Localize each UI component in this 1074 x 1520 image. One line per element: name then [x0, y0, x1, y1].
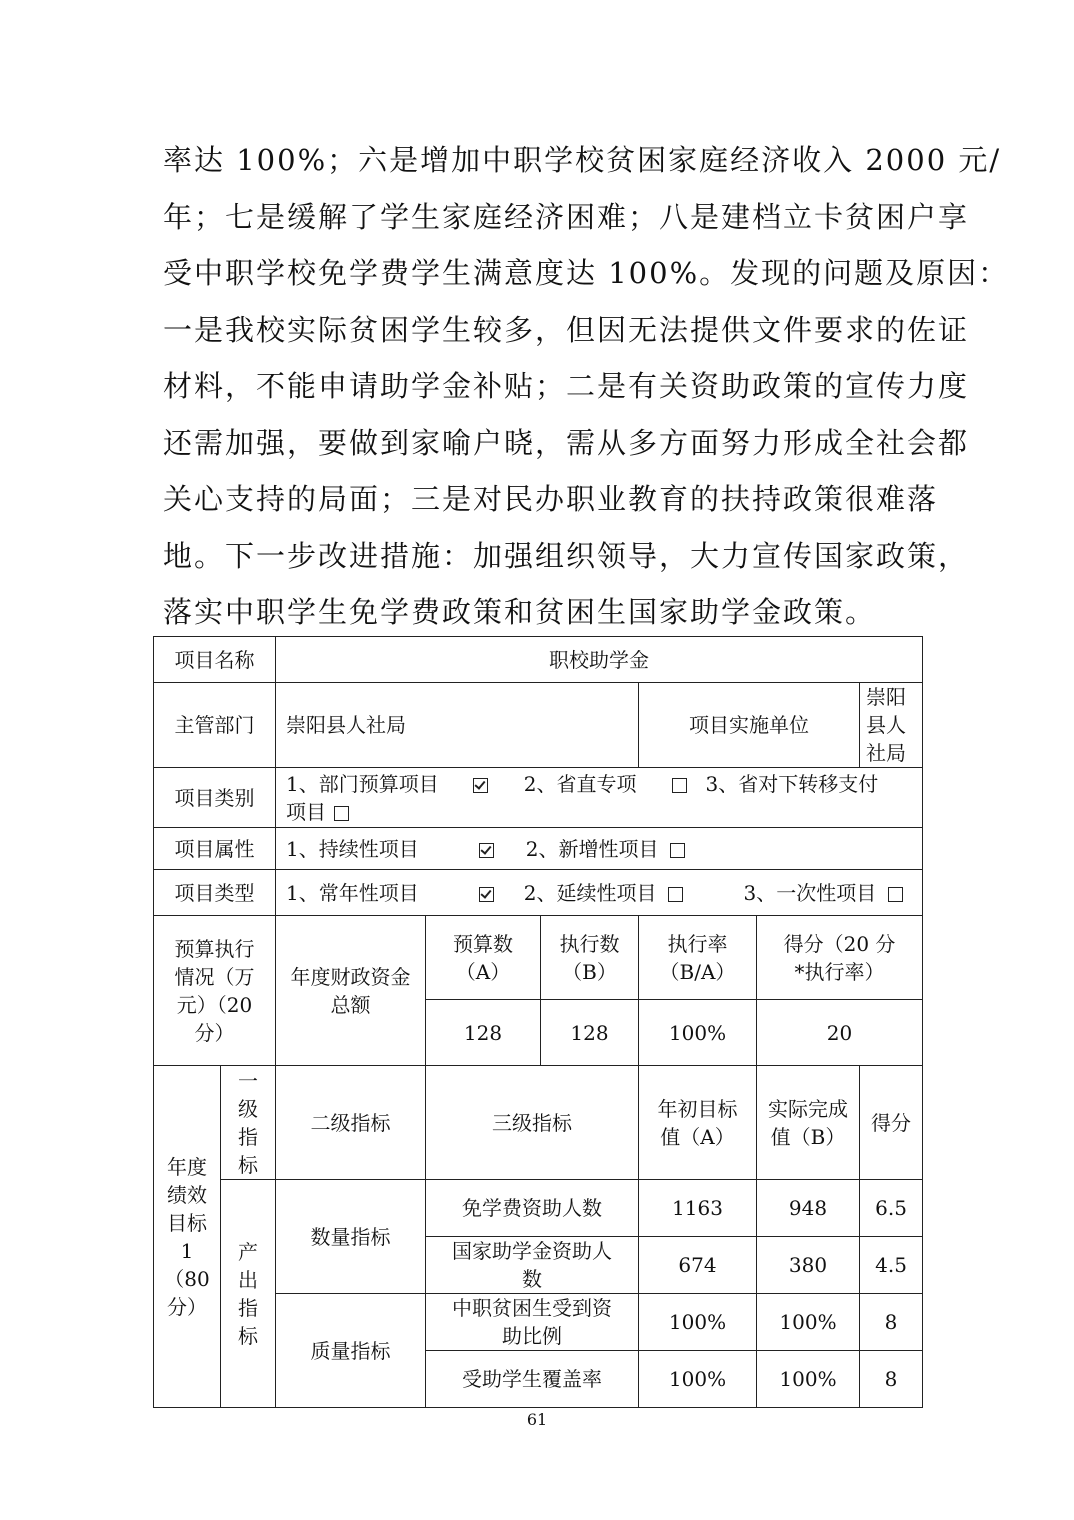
table-row: [154, 1180, 923, 1237]
table-row: [154, 1066, 923, 1180]
budget-a: 128: [426, 1000, 541, 1066]
table-row: [154, 637, 923, 683]
budget-col-score: 得分（20 分*执行率）: [757, 916, 923, 1000]
attr-opt1: 1、持续性项目: [286, 836, 419, 861]
row-actual: 100%: [757, 1351, 860, 1408]
quality-label: 质量指标: [276, 1294, 426, 1408]
row-name: 中职贫困生受到资助比例: [426, 1294, 639, 1351]
body-paragraph: [163, 132, 1010, 641]
row-score: 6.5: [860, 1180, 923, 1237]
checkbox-checked-icon: [479, 843, 494, 858]
checkbox-empty-icon: [668, 887, 683, 902]
category-label: 项目类别: [154, 768, 276, 828]
row-score: 4.5: [860, 1237, 923, 1294]
row-target: 100%: [639, 1351, 757, 1408]
checkbox-empty-icon: [334, 806, 349, 821]
type-label: 项目类型: [154, 870, 276, 916]
type-opt2: 2、延续性项目: [523, 880, 657, 905]
paragraph-line: 还需加强，要做到家喻户晓，需从多方面努力形成全社会都: [163, 425, 970, 460]
table-row: [154, 768, 923, 828]
paragraph-line: 材料，不能申请助学金补贴；二是有关资助政策的宣传力度: [163, 369, 970, 403]
paragraph-line: 一是我校实际贫困学生较多，但因无法提供文件要求的佐证: [163, 312, 970, 347]
budget-col-rate: 执行率（B/A）: [639, 916, 757, 1000]
table-row: [154, 870, 923, 916]
type-opt1: 1、常年性项目: [286, 880, 419, 905]
row-name: 国家助学金资助人数: [426, 1237, 639, 1294]
perf-label: 年度绩效目标1（80分）: [154, 1066, 221, 1408]
row-score: 8: [860, 1351, 923, 1408]
type-opt3: 3、一次性项目: [743, 880, 877, 905]
dept-label: 主管部门: [154, 683, 276, 768]
row-actual: 948: [757, 1180, 860, 1237]
table-row: [154, 916, 923, 1000]
budget-sub-label: 年度财政资金总额: [276, 916, 426, 1066]
actual-header: 实际完成值（B）: [757, 1066, 860, 1180]
budget-b: 128: [541, 1000, 639, 1066]
row-target: 1163: [639, 1180, 757, 1237]
type-options: [276, 870, 923, 916]
target-header: 年初目标值（A）: [639, 1066, 757, 1180]
budget-col-a: 预算数（A）: [426, 916, 541, 1000]
impl-label: 项目实施单位: [639, 683, 860, 768]
attr-label: 项目属性: [154, 828, 276, 870]
paragraph-line: 地。下一步改进措施：加强组织领导，大力宣传国家政策，: [163, 538, 970, 573]
project-name-value: 职校助学金: [276, 637, 923, 683]
row-actual: 100%: [757, 1294, 860, 1351]
budget-label: 预算执行情况（万元）（20分）: [154, 916, 276, 1066]
paragraph-line: 受中职学校免学费学生满意度达 100%。发现的问题及原因：: [163, 256, 1010, 290]
category-opt3: 3、省对下转移支付: [705, 771, 879, 796]
category-opt3-cont: 项目: [286, 799, 326, 824]
checkbox-checked-icon: [473, 778, 488, 793]
paragraph-line: 落实中职学生免学费政策和贫困生国家助学金政策。: [163, 595, 877, 629]
checkbox-empty-icon: [672, 778, 687, 793]
paragraph-line: 年；七是缓解了学生家庭经济困难；八是建档立卡贫困户享: [163, 199, 970, 234]
performance-table: [153, 636, 923, 1408]
row-target: 100%: [639, 1294, 757, 1351]
table-row: [154, 828, 923, 870]
page-number: 61: [526, 1410, 548, 1429]
row-name: 免学费资助人数: [426, 1180, 639, 1237]
checkbox-checked-icon: [479, 887, 494, 902]
score-header: 得分: [860, 1066, 923, 1180]
row-actual: 380: [757, 1237, 860, 1294]
budget-col-b: 执行数（B）: [541, 916, 639, 1000]
row-target: 674: [639, 1237, 757, 1294]
checkbox-empty-icon: [888, 887, 903, 902]
dept-value: 崇阳县人社局: [276, 683, 639, 768]
impl-value: 崇阳县人社局: [860, 683, 923, 768]
paragraph-line: 率达 100%；六是增加中职学校贫困家庭经济收入 2000 元/: [163, 143, 1002, 177]
checkbox-empty-icon: [670, 843, 685, 858]
table-row: [154, 683, 923, 768]
paragraph-line: 关心支持的局面；三是对民办职业教育的扶持政策很难落: [163, 482, 939, 516]
attr-opt2: 2、新增性项目: [525, 836, 659, 861]
category-options: [276, 768, 923, 828]
row-name: 受助学生覆盖率: [426, 1351, 639, 1408]
row-score: 8: [860, 1294, 923, 1351]
budget-score: 20: [757, 1000, 923, 1066]
level1-header: 一级指标: [221, 1066, 276, 1180]
quantity-label: 数量指标: [276, 1180, 426, 1294]
level3-header: 三级指标: [426, 1066, 639, 1180]
category-opt2: 2、省直专项: [523, 771, 637, 796]
attr-options: [276, 828, 923, 870]
budget-rate: 100%: [639, 1000, 757, 1066]
level2-header: 二级指标: [276, 1066, 426, 1180]
project-name-label: 项目名称: [154, 637, 276, 683]
output-label: 产出指标: [221, 1180, 276, 1408]
category-opt1: 1、部门预算项目: [286, 771, 439, 796]
